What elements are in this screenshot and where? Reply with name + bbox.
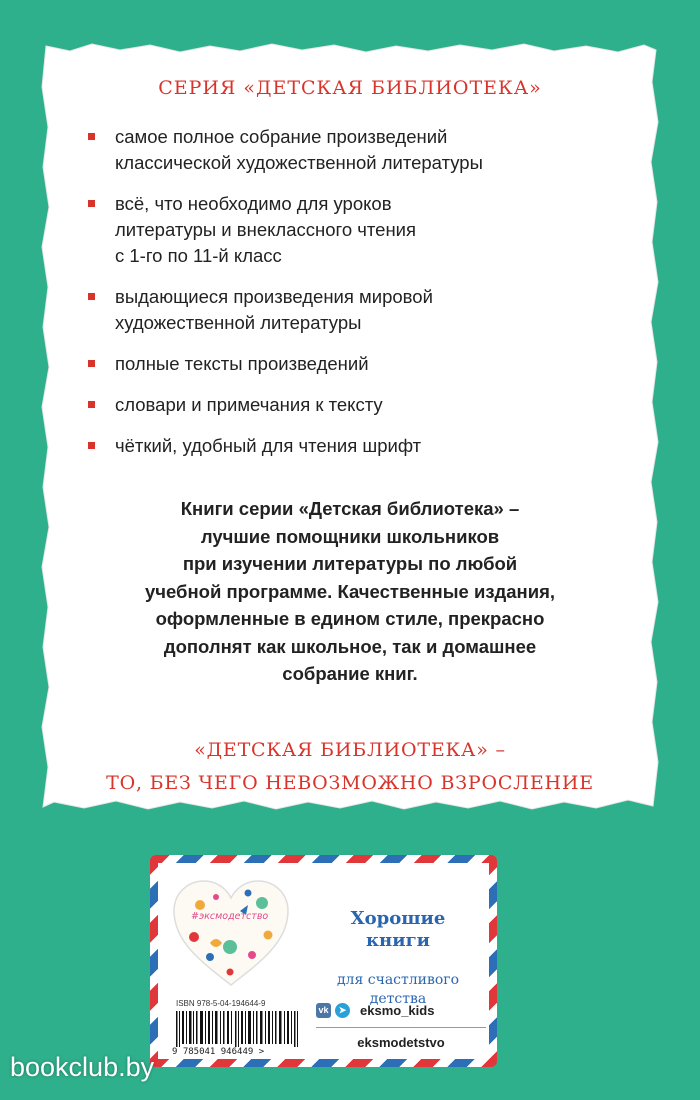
feature-item xyxy=(88,191,648,269)
vk-icon[interactable]: vk xyxy=(316,1003,331,1018)
feature-item xyxy=(88,284,648,336)
badge-inner xyxy=(158,863,489,1059)
feature-item xyxy=(88,433,648,459)
feature-item xyxy=(88,124,648,176)
barcode-number: 9 785041 946449 > xyxy=(172,1047,265,1057)
feature-item xyxy=(88,351,648,377)
bullet-icon xyxy=(88,442,95,449)
feature-text: выдающиеся произведения мировой художественной литературы xyxy=(115,286,433,333)
heart-icon xyxy=(170,877,292,989)
bullet-icon xyxy=(88,401,95,408)
tagline-main: Хорошие книги xyxy=(350,908,446,951)
watermark-label: bookclub.by xyxy=(10,1052,155,1082)
tagline-sub: для счастливого детства xyxy=(336,972,460,1007)
website-label[interactable]: eksmodetstvo xyxy=(357,1035,445,1050)
feature-list xyxy=(88,124,648,474)
series-title: СЕРИЯ «ДЕТСКАЯ БИБЛИОТЕКА» xyxy=(158,77,542,99)
telegram-icon[interactable]: ➤ xyxy=(335,1003,350,1018)
bullet-icon xyxy=(88,293,95,300)
series-slogan: «ДЕТСКАЯ БИБЛИОТЕКА» – ТО, БЕЗ ЧЕГО НЕВОЗМОЖНО ВЗРОСЛЕНИЕ xyxy=(106,739,594,794)
bullet-icon xyxy=(88,200,95,207)
feature-text: словари и примечания к тексту xyxy=(115,394,383,415)
feature-text: полные тексты произведений xyxy=(115,353,369,374)
torn-paper-panel xyxy=(40,42,660,812)
hashtag-label: #эксмодетство xyxy=(191,911,269,922)
barcode-icon xyxy=(174,1011,304,1047)
isbn-label: ISBN 978-5-04-194644-9 xyxy=(176,999,266,1008)
feature-text: самое полное собрание произведений классической художественной литературы xyxy=(115,126,483,173)
social-row xyxy=(316,1003,434,1018)
bullet-icon xyxy=(88,133,95,140)
publisher-badge xyxy=(150,855,497,1067)
feature-text: чёткий, удобный для чтения шрифт xyxy=(115,435,422,456)
feature-text: всё, что необходимо для уроков литературы и внеклассного чтения с 1-го по 11-й класс xyxy=(115,193,417,266)
feature-item xyxy=(88,392,648,418)
series-description: Книги серии «Детская библиотека» – лучшие помощники школьников при изучении литературы по любой учебной программе. Качественные издания, оформленные в едином стиле, прекрасно дополнят как школьное, так и домашнее собрание книг. xyxy=(144,498,556,684)
bullet-icon xyxy=(88,360,95,367)
badge-divider xyxy=(316,1027,486,1028)
social-handle[interactable]: eksmo_kids xyxy=(360,1003,435,1018)
